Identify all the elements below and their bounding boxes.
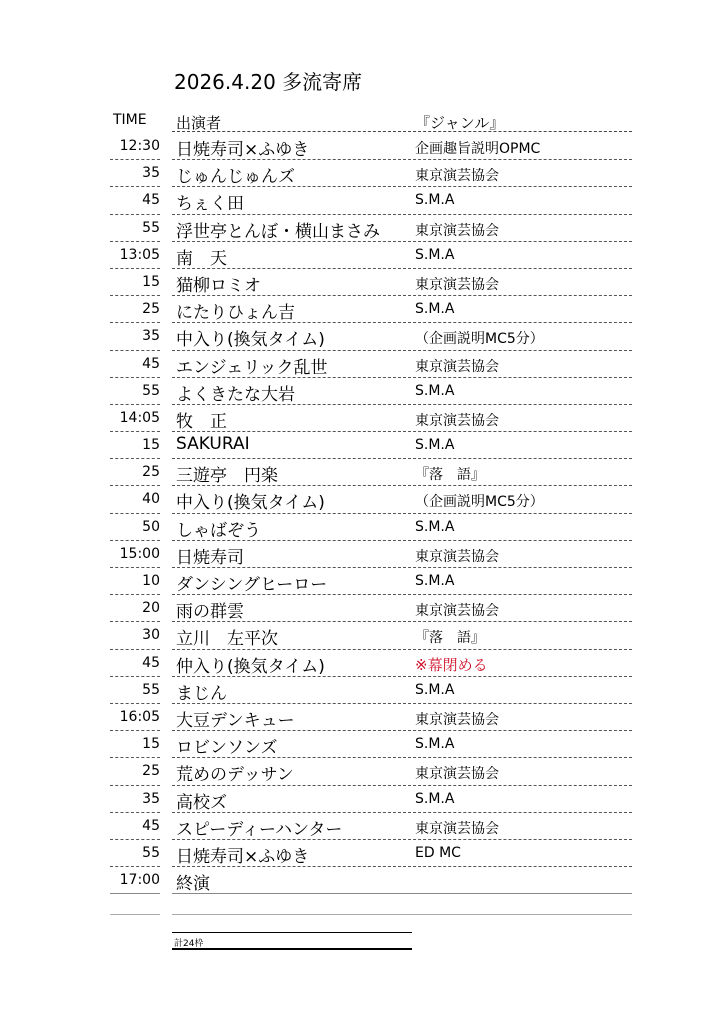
row-genre: 東京演芸協会 bbox=[415, 222, 499, 239]
row-performer: 南 天 bbox=[176, 248, 227, 269]
schedule-row bbox=[0, 813, 724, 840]
row-time: 45 bbox=[142, 192, 160, 209]
row-performer: 中入り(換気タイム) bbox=[176, 330, 325, 351]
row-time: 17:00 bbox=[119, 872, 160, 889]
header-divider bbox=[172, 131, 632, 132]
schedule-row bbox=[0, 459, 724, 486]
row-time: 16:05 bbox=[119, 708, 160, 725]
header-time: TIME bbox=[113, 112, 147, 128]
row-time: 10 bbox=[142, 573, 160, 589]
row-performer: SAKURAI bbox=[176, 434, 250, 455]
schedule-row bbox=[0, 242, 724, 269]
row-performer: 立川 左平次 bbox=[176, 629, 278, 650]
row-performer: よくきたな大岩 bbox=[176, 384, 295, 405]
schedule-row bbox=[0, 432, 724, 459]
row-performer: じゅんじゅんズ bbox=[176, 167, 295, 188]
schedule-row bbox=[0, 405, 724, 432]
row-genre: （企画説明MC5分） bbox=[415, 494, 544, 511]
row-time: 35 bbox=[142, 328, 160, 345]
schedule-row bbox=[0, 731, 724, 758]
schedule-row bbox=[0, 541, 724, 568]
row-genre: 東京演芸協会 bbox=[415, 168, 499, 185]
schedule-row bbox=[0, 323, 724, 350]
schedule-row bbox=[0, 514, 724, 541]
row-performer: 雨の群雲 bbox=[176, 602, 244, 623]
schedule-row bbox=[0, 215, 724, 242]
row-time: 45 bbox=[142, 817, 160, 834]
schedule-row bbox=[0, 758, 724, 785]
row-genre: S.M.A bbox=[415, 382, 455, 399]
row-time: 15:00 bbox=[119, 545, 160, 562]
row-genre: S.M.A bbox=[415, 736, 455, 753]
row-performer: しゃばぞう bbox=[176, 520, 261, 541]
row-time: 35 bbox=[142, 165, 160, 182]
footer-rule-bottom bbox=[172, 948, 412, 950]
schedule-row bbox=[0, 296, 724, 323]
row-time: 55 bbox=[142, 681, 160, 698]
header-genre: 『ジャンル』 bbox=[415, 114, 505, 132]
row-genre: 『落 語』 bbox=[415, 630, 485, 647]
row-performer: 仲入り(換気タイム) bbox=[176, 656, 325, 677]
row-genre: S.M.A bbox=[415, 246, 455, 263]
page-title: 2026.4.20 多流寄席 bbox=[174, 70, 363, 94]
row-performer: エンジェリック乱世 bbox=[176, 357, 328, 378]
schedule-row bbox=[0, 704, 724, 731]
row-performer: スピーディーハンター bbox=[176, 819, 343, 840]
row-time: 40 bbox=[142, 491, 160, 508]
schedule-row bbox=[0, 378, 724, 405]
row-time: 15 bbox=[142, 736, 160, 753]
schedule-row bbox=[0, 187, 724, 214]
row-time: 14:05 bbox=[119, 409, 160, 426]
row-performer: にたりひょん吉 bbox=[176, 303, 295, 324]
row-performer: 中入り(換気タイム) bbox=[176, 493, 325, 514]
row-genre: 企画趣旨説明OPMC bbox=[415, 141, 541, 157]
row-genre: （企画説明MC5分） bbox=[415, 331, 544, 348]
row-time: 15 bbox=[142, 437, 160, 454]
schedule-row bbox=[0, 160, 724, 187]
row-time: 45 bbox=[142, 355, 160, 372]
schedule-row bbox=[0, 568, 724, 595]
row-performer: 牧 正 bbox=[176, 411, 227, 432]
row-genre: 東京演芸協会 bbox=[415, 548, 499, 565]
row-time: 55 bbox=[142, 219, 160, 236]
row-performer: 高校ズ bbox=[176, 792, 227, 813]
row-genre: 『落 語』 bbox=[415, 467, 485, 484]
schedule-row bbox=[0, 840, 724, 867]
row-genre: ED MC bbox=[415, 844, 461, 861]
row-performer: 猫柳ロミオ bbox=[176, 275, 261, 296]
header-performer: 出演者 bbox=[176, 114, 222, 132]
row-genre: 東京演芸協会 bbox=[415, 820, 499, 837]
row-time: 12:30 bbox=[119, 138, 160, 154]
row-time: 15 bbox=[142, 273, 160, 290]
row-time: 30 bbox=[142, 627, 160, 644]
row-performer: まじん bbox=[176, 683, 227, 704]
row-time: 25 bbox=[142, 464, 160, 481]
schedule-row bbox=[0, 133, 724, 160]
row-genre-note: ※幕閉める bbox=[415, 655, 488, 674]
schedule-row bbox=[0, 351, 724, 378]
row-genre: S.M.A bbox=[415, 573, 455, 589]
row-performer: 終演 bbox=[176, 874, 210, 895]
row-performer: 浮世亭とんぼ・横山まさみ bbox=[176, 221, 380, 242]
row-performer: 三遊亭 円楽 bbox=[176, 466, 278, 487]
row-time: 55 bbox=[142, 844, 160, 861]
table-end-line-time bbox=[110, 914, 160, 915]
schedule-row bbox=[0, 650, 724, 677]
row-genre: 東京演芸協会 bbox=[415, 358, 499, 375]
row-divider-time bbox=[110, 893, 160, 894]
row-genre: 東京演芸協会 bbox=[415, 711, 499, 728]
row-genre: S.M.A bbox=[415, 790, 455, 807]
row-time: 50 bbox=[142, 518, 160, 535]
row-performer: 日焼寿司×ふゆき bbox=[176, 140, 310, 160]
row-genre: 東京演芸協会 bbox=[415, 276, 499, 293]
row-performer: ちぇく田 bbox=[176, 194, 244, 215]
row-genre: 東京演芸協会 bbox=[415, 412, 499, 429]
row-divider-main bbox=[172, 893, 632, 894]
row-performer: 日焼寿司 bbox=[176, 547, 244, 568]
row-time: 13:05 bbox=[119, 246, 160, 263]
row-genre: S.M.A bbox=[415, 518, 455, 535]
row-genre: S.M.A bbox=[415, 437, 455, 454]
row-time: 25 bbox=[142, 301, 160, 318]
table-end-line-main bbox=[172, 914, 632, 915]
row-performer: 日焼寿司×ふゆき bbox=[176, 846, 310, 867]
row-genre: S.M.A bbox=[415, 681, 455, 698]
schedule-row bbox=[0, 595, 724, 622]
row-time: 35 bbox=[142, 790, 160, 807]
row-time: 25 bbox=[142, 763, 160, 780]
slot-total: 計24枠 bbox=[174, 939, 204, 949]
row-genre: S.M.A bbox=[415, 301, 455, 318]
schedule-table bbox=[0, 133, 724, 894]
row-time: 20 bbox=[142, 600, 160, 617]
row-genre: S.M.A bbox=[415, 192, 455, 209]
schedule-row bbox=[0, 677, 724, 704]
schedule-row bbox=[0, 486, 724, 513]
row-genre: 東京演芸協会 bbox=[415, 603, 499, 620]
schedule-row bbox=[0, 269, 724, 296]
row-time: 45 bbox=[142, 654, 160, 671]
row-performer: 大豆デンキュー bbox=[176, 710, 295, 731]
row-time: 55 bbox=[142, 382, 160, 399]
schedule-row bbox=[0, 786, 724, 813]
schedule-row bbox=[0, 867, 724, 894]
row-performer: ダンシングヒーロー bbox=[176, 575, 328, 595]
row-performer: 荒めのデッサン bbox=[176, 765, 294, 786]
schedule-row bbox=[0, 622, 724, 649]
row-performer: ロビンソンズ bbox=[176, 738, 278, 759]
row-genre: 東京演芸協会 bbox=[415, 766, 499, 783]
footer-rule-top bbox=[172, 932, 412, 933]
